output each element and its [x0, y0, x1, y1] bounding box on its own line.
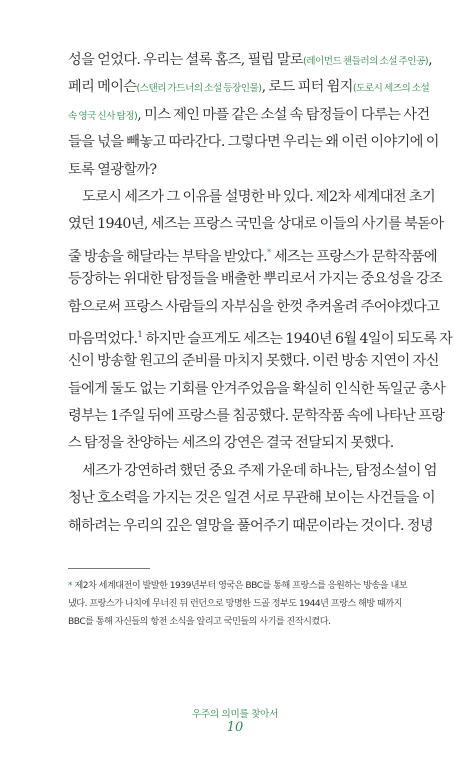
footnote-line	[68, 577, 428, 595]
gloss-annotation: 속 영국 신사 탐정)	[68, 110, 138, 122]
text-line-11	[68, 321, 453, 348]
body-text	[68, 47, 453, 540]
text-line-3	[68, 102, 430, 129]
text-span: ,	[428, 52, 433, 68]
text-span: 하지만 슬프게도 세즈는 1940년 6월 4일이 되도록 자	[142, 330, 453, 347]
text-line-4: 들을 넋을 빼놓고 따라간다. 그렇다면 우리는 왜 이런 이야기에 이	[68, 134, 439, 151]
text-span: 줄 방송을 해달라는 부탁을 받았다.	[68, 248, 268, 265]
footnote-text: 제2차 세계대전이 발발한 1939년부터 영국은 BBC를 통해 프랑스를 응원하는 방송을 내보	[72, 581, 408, 591]
text-line-8	[68, 239, 438, 266]
footnote-line: BBC를 통해 자신들의 항전 소식을 알리고 국민들의 사기를 진작시켰다.	[68, 617, 331, 628]
text-span: 마음먹었다.	[68, 330, 138, 347]
gloss-annotation: (도로시 세즈의 소설	[352, 83, 430, 95]
footnote-line: 냈다. 프랑스가 나치에 무너진 뒤 런던으로 망명한 드골 정부도 1944년 프랑스 해방 때까지	[68, 599, 402, 610]
text-span: 페리 메이슨	[68, 79, 137, 96]
footnote-marker: *	[267, 247, 272, 257]
text-line-6: 도로시 세즈가 그 이유를 설명한 바 있다. 제2차 세계대전 초기	[82, 188, 436, 205]
endnote-reference: 1	[137, 329, 143, 339]
footnote-divider	[68, 568, 150, 569]
text-line-12: 신이 방송할 원고의 준비를 마치지 못했다. 이런 방송 지연이 자신	[68, 353, 439, 370]
text-line-17: 청난 호소력을 가지는 것은 일견 서로 무관해 보이는 사건들을 이	[68, 490, 435, 507]
gloss-annotation: (스탠리 가드너의 소설 등장인물)	[136, 83, 262, 95]
text-line-15: 스 탐정을 찬양하는 세즈의 강연은 결국 전달되지 못했다.	[68, 435, 394, 452]
text-line-2	[68, 74, 430, 101]
running-footer-title: 우주의 의미를 찾아서	[191, 709, 279, 720]
text-line-10: 함으로써 프랑스 사람들의 자부심을 한껏 추켜올려 주어야겠다고	[68, 298, 440, 315]
text-span: , 로드 피터 윔지	[261, 79, 353, 96]
text-line-5: 토록 열광할까?	[68, 161, 157, 178]
text-line-9: 등장하는 위대한 탐정들을 배출한 뿌리로서 가지는 중요성을 강조	[68, 271, 443, 288]
text-line-14: 령부는 1주일 뒤에 프랑스를 침공했다. 문학작품 속에 나타난 프랑	[68, 408, 445, 425]
text-line-16: 세즈가 강연하려 했던 중요 주제 가운데 하나는, 탐정소설이 엄	[82, 462, 437, 479]
text-line-13: 들에게 둘도 없는 기회를 안겨주었음을 확실히 인식한 독일군 총사	[68, 380, 446, 397]
text-span: 세즈는 프랑스가 문학작품에	[271, 248, 438, 265]
text-span: 성을 얻었다. 우리는 셜록 홈즈, 필립 말로	[68, 52, 303, 68]
footnote-marker: *	[68, 581, 73, 591]
text-line-18: 해하려는 우리의 깊은 열망을 풀어주기 때문이라는 것이다. 정녕	[68, 517, 434, 534]
text-line-1	[68, 47, 433, 74]
footnote	[68, 577, 428, 632]
page-number: 10	[226, 720, 244, 735]
text-span: , 미스 제인 마플 같은 소설 속 탐정들이 다루는 사건	[137, 106, 430, 123]
text-line-7: 였던 1940년, 세즈는 프랑스 국민을 상대로 이들의 사기를 북돋아	[68, 216, 444, 233]
gloss-annotation: (레이먼드 챈들러의 소설 주인공)	[302, 56, 429, 67]
